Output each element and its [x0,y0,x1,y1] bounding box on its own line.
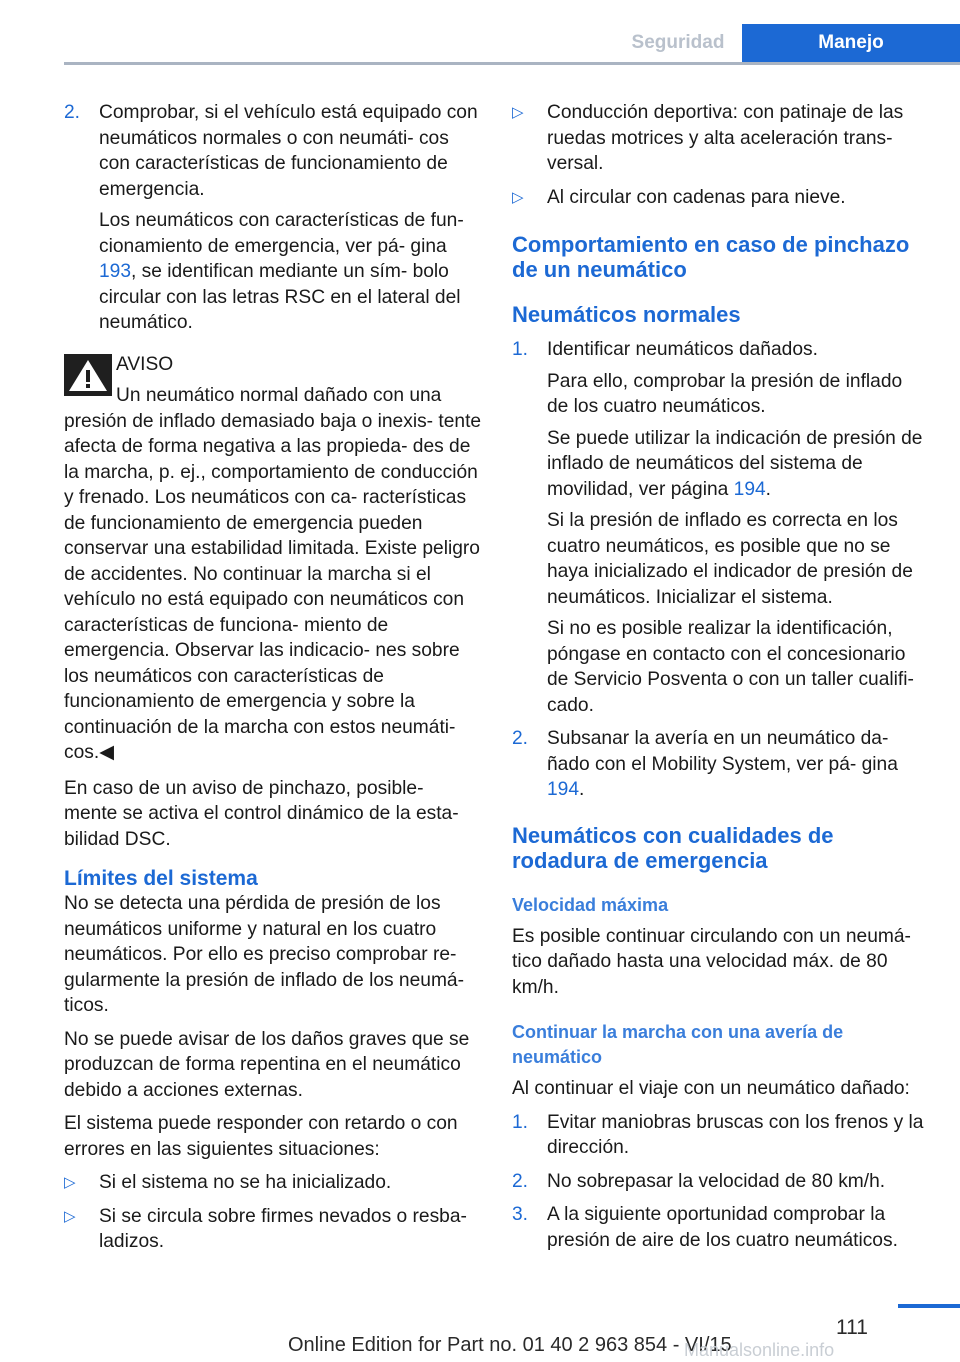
list-item [512,1110,928,1161]
list-item-text: Conducción deportiva: con patinaje de las ruedas motrices y alta aceleración trans- versal. [547,102,904,174]
header-divider [64,62,960,65]
step-number: 2. [512,728,529,749]
velocidad-paragraph: Es posible continuar circulando con un neumá- tico dañado hasta una velocidad máx. de 80 km/h. [512,925,911,998]
triangle-bullet-icon: ▷ [64,1174,76,1191]
step-text-post: . [579,779,585,800]
section-heading-cualidades: Neumáticos con cualidades de rodadura de emergencia [512,822,834,873]
limits-paragraph-1: No se detecta una pérdida de presión de los neumáticos uniforme y natural en los cuatro neumáticos. Por ello es preciso comprobar re- gularmente la presión de inflado de los neumá- ticos. [64,893,464,1016]
list-item-text: Si se circula sobre firmes nevados o resba- ladizos. [99,1205,467,1252]
step-2 [64,100,482,336]
step-subtext [547,426,928,503]
list-item-text: Al circular con cadenas para nieve. [547,186,846,208]
step-subtext-post: . [765,478,772,500]
right-column [512,100,928,1261]
triangle-bullet-icon: ▷ [64,1207,76,1225]
page-number: 111 [836,1316,868,1339]
step-subtext-post: , se identifican mediante un sím- bolo circular con las letras RSC en el lateral del neumático. [99,261,461,333]
triangle-bullet-icon: ▷ [512,188,524,206]
subheading-velocidad: Velocidad máxima [512,894,669,915]
tab-manejo[interactable]: Manejo [742,24,960,62]
page-link-193[interactable]: 193 [99,261,132,282]
header-tabs [614,24,960,62]
step-number: 1. [512,1111,529,1133]
step-number: 1. [512,339,529,360]
list-item-text: No sobrepasar la velocidad de 80 km/h. [547,1170,886,1192]
section-heading-normales: Neumáticos normales [512,302,741,327]
step-subtext [99,208,482,336]
step-text [547,726,928,803]
list-item-text: Si el sistema no se ha inicializado. [99,1172,392,1193]
warning-block [64,352,482,766]
step-subtext-pre: Se puede utilizar la indicación de presión de inflado de neumáticos del sistema de movilidad, ver página [547,427,923,500]
left-column [64,100,482,1263]
watermark: Manualsonline.info [684,1340,835,1360]
step-subtext-pre: Los neumáticos con características de fun- cionamiento de emergencia, ver pá- gina [99,210,464,257]
step-1 [512,337,928,718]
list-item [64,1170,482,1196]
section-heading-pinchazo: Comportamiento en caso de pinchazo de un neumático [512,232,910,282]
page-link-194[interactable]: 194 [547,779,580,800]
limits-paragraph-3: El sistema puede responder con retardo o con errores en las siguientes situaciones: [64,1113,458,1160]
limits-heading: Límites del sistema [64,867,258,890]
tab-seguridad[interactable]: Seguridad [614,24,742,62]
list-item-text: Evitar maniobras bruscas con los frenos y la dirección. [547,1111,924,1158]
triangle-bullet-icon: ▷ [512,104,524,121]
warning-first-line: Un neumático normal dañado con una [116,385,442,406]
step-number: 2. [512,1170,529,1192]
warning-body: presión de inflado demasiado baja o inexis- tente afecta de forma negativa a las propieda- des de la marcha, p. ej., comportamiento de conducción y frenado. Los neumáticos con ca- racterísticas de funcionamiento de emergencia pueden conservar una estabilidad limitada. Existe peligro de accidentes. No continuar la marcha si el vehículo no está equipado con neumáticos con características de funciona- miento de emergencia. Observar las indicacio- nes sobre los neumáticos con características de funcionamiento de emergencia y sobre la continuación de la marcha con estos neumáti- cos.◀ [64,410,482,763]
step-subtext: Para ello, comprobar la presión de inflado de los cuatro neumáticos. [547,370,903,417]
step-subtext: Si no es posible realizar la identificación, póngase en contacto con el concesionario de Servicio Posventa o con un taller cualifi- cado. [547,618,914,716]
footer-edition-text: Online Edition for Part no. 01 40 2 963 854 - VI/15 [288,1334,732,1356]
step-number: 2. [64,102,81,123]
continuar-paragraph: Al continuar el viaje con un neumático dañado: [512,1078,910,1099]
list-item [512,1202,928,1253]
step-text: Identificar neumáticos dañados. [547,339,818,360]
limits-paragraph-2: No se puede avisar de los daños graves que se produzcan de forma repentina en el neumático debido a acciones externas. [64,1028,470,1101]
warning-title: AVISO [116,353,174,375]
step-number: 3. [512,1204,529,1225]
step-subtext: Si la presión de inflado es correcta en los cuatro neumáticos, es posible que no se haya inicializado el indicador de presión de neumáticos. Inicializar el sistema. [547,510,913,608]
dsc-paragraph: En caso de un aviso de pinchazo, posible- mente se activa el control dinámico de la esta- bilidad DSC. [64,777,459,850]
footer-divider [898,1304,960,1308]
list-item [512,1169,928,1195]
list-item [64,1204,482,1255]
list-item [512,185,928,211]
step-2 [512,726,928,803]
warning-icon [64,354,112,396]
step-text: Comprobar, si el vehículo está equipado con neumáticos normales o con neumáti- cos con características de funcionamiento de emergencia. [99,102,478,200]
subheading-continuar: Continuar la marcha con una avería de neumático [512,1022,844,1067]
page-link-194[interactable]: 194 [733,478,766,500]
list-item [512,100,928,177]
list-item-text: A la siguiente oportunidad comprobar la presión de aire de los cuatro neumáticos. [547,1204,898,1251]
step-text-pre: Subsanar la avería en un neumático da- ñado con el Mobility System, ver pá- gina [547,728,898,775]
